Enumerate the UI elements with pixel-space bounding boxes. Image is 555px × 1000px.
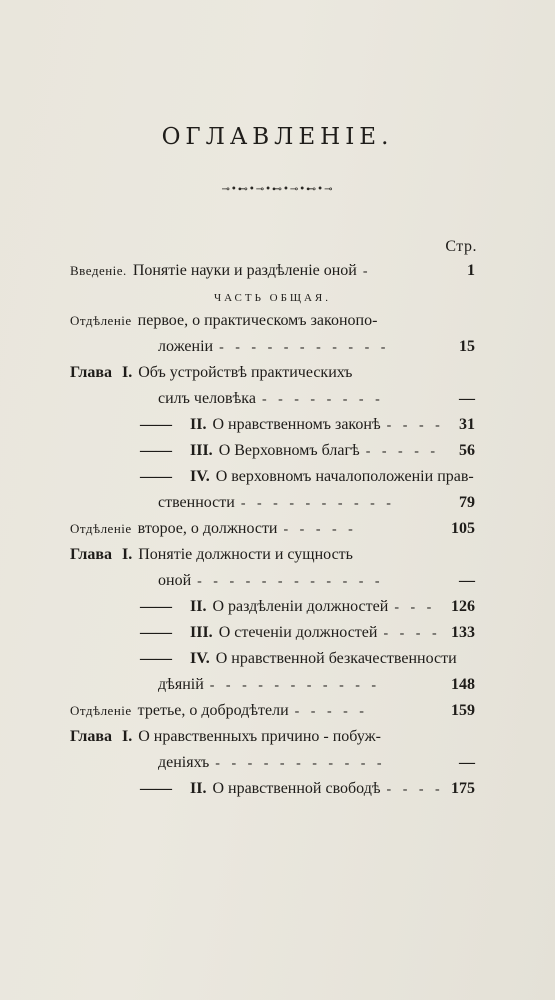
toc-entry <box>70 572 475 598</box>
toc-entry <box>70 364 475 390</box>
toc-entry <box>70 520 475 546</box>
toc-entry <box>70 728 475 754</box>
toc-entry <box>70 494 475 520</box>
toc-entry <box>70 338 475 364</box>
page-number: 56 <box>459 442 475 459</box>
section-label: ЧАСТЬ ОБЩАЯ. <box>213 292 332 304</box>
entry-title: оной <box>158 572 192 589</box>
toc-entry <box>70 546 475 572</box>
page-number: 148 <box>451 676 475 693</box>
toc-entry <box>70 390 475 416</box>
chapter-number: I. <box>122 728 133 745</box>
page-number: 133 <box>451 624 475 641</box>
entry-label: Глава <box>70 364 112 381</box>
ditto-dash: —— <box>140 624 172 641</box>
page-number: 31 <box>459 416 475 433</box>
toc-entry <box>70 416 475 442</box>
page-column-header: Стр. <box>445 238 477 255</box>
entry-title: О нравственной безкачественности <box>215 650 457 667</box>
dot-leader: - - - - - <box>294 704 368 719</box>
page-number: 126 <box>451 598 475 615</box>
toc-entry <box>70 650 475 676</box>
entry-title: второе, о должности <box>137 520 278 537</box>
page-title: ОГЛАВЛЕНІЕ. <box>161 124 394 150</box>
chapter-number: I. <box>122 546 133 563</box>
entry-title: первое, о практическомъ законопо- <box>137 312 378 329</box>
entry-title: третье, о добродѣтели <box>137 702 289 719</box>
dot-leader: - - - - - <box>283 522 357 537</box>
ditto-dash: —— <box>140 442 172 459</box>
page-number: 1 <box>467 262 475 279</box>
chapter-number: II. <box>190 780 207 797</box>
entry-title: О раздѣленіи должностей <box>212 598 389 615</box>
entry-title: О верховномъ началоположеніи прав- <box>215 468 474 485</box>
entry-title: О стеченіи должностей <box>218 624 378 641</box>
dot-leader: - - - - <box>383 626 441 641</box>
entry-title: О нравственныхъ причино - побуж- <box>138 728 381 745</box>
entry-label: Отдѣленіе <box>70 521 132 536</box>
dot-leader: - - - - - - - - - - - - <box>197 574 384 589</box>
chapter-number: IV. <box>190 650 210 667</box>
table-of-contents <box>70 262 475 806</box>
entry-title: О нравственной свободѣ <box>212 780 381 797</box>
dot-leader: - - - - - - - - - - - <box>219 340 390 355</box>
entry-title: силъ человѣка <box>158 390 256 407</box>
page-number: — <box>459 572 475 589</box>
entry-title: Объ устройствѣ практическихъ <box>138 364 353 381</box>
entry-label: Введеніе. <box>70 263 127 278</box>
page-number: 105 <box>451 520 475 537</box>
toc-entry <box>70 442 475 468</box>
entry-title: деніяхъ <box>158 754 210 771</box>
entry-label: Отдѣленіе <box>70 703 132 718</box>
page-number: — <box>459 390 475 407</box>
chapter-number: I. <box>122 364 133 381</box>
ditto-dash: —— <box>140 598 172 615</box>
page-number: 175 <box>451 780 475 797</box>
entry-label: Отдѣленіе <box>70 313 132 328</box>
dot-leader: - - - - - <box>365 444 440 459</box>
toc-entry <box>70 262 475 288</box>
toc-section-heading <box>70 288 475 312</box>
entry-title: О Верховномъ благѣ <box>218 442 360 459</box>
entry-title: ложеніи <box>158 338 214 355</box>
toc-entry <box>70 676 475 702</box>
dot-leader: - - - - <box>386 782 444 797</box>
dot-leader: - - - - - - - - <box>261 392 384 407</box>
ditto-dash: —— <box>140 468 172 485</box>
dot-leader: - <box>362 264 372 279</box>
chapter-number: III. <box>190 442 213 459</box>
dot-leader: - - - - - - - - - - - <box>215 756 386 771</box>
dot-leader: - - - - <box>386 418 444 433</box>
entry-label: Глава <box>70 728 112 745</box>
entry-title: Понятіе науки и раздѣленіе оной <box>132 262 357 279</box>
ditto-dash: —— <box>140 780 172 797</box>
entry-label: Глава <box>70 546 112 563</box>
chapter-number: II. <box>190 416 207 433</box>
ditto-dash: —— <box>140 416 172 433</box>
dot-leader: - - - - - - - - - - <box>240 496 395 511</box>
entry-title: дѣяній <box>158 676 204 693</box>
toc-entry <box>70 624 475 650</box>
page-number: 15 <box>459 338 475 355</box>
toc-entry <box>70 754 475 780</box>
toc-entry <box>70 598 475 624</box>
entry-title: ственности <box>158 494 235 511</box>
entry-title: Понятіе должности и сущность <box>138 546 353 563</box>
ornament-divider: ⊸•⊷•⊸•⊷•⊸•⊷•⊸ <box>221 184 334 195</box>
toc-entry <box>70 780 475 806</box>
page-number: 79 <box>459 494 475 511</box>
toc-entry <box>70 468 475 494</box>
dot-leader: - - - <box>394 600 436 615</box>
page-number: — <box>459 754 475 771</box>
toc-entry <box>70 702 475 728</box>
dot-leader: - - - - - - - - - - - <box>209 678 381 693</box>
entry-title: О нравственномъ законѣ <box>212 416 381 433</box>
page-number: 159 <box>451 702 475 719</box>
chapter-number: II. <box>190 598 207 615</box>
toc-entry <box>70 312 475 338</box>
ditto-dash: —— <box>140 650 172 667</box>
chapter-number: IV. <box>190 468 210 485</box>
chapter-number: III. <box>190 624 213 641</box>
